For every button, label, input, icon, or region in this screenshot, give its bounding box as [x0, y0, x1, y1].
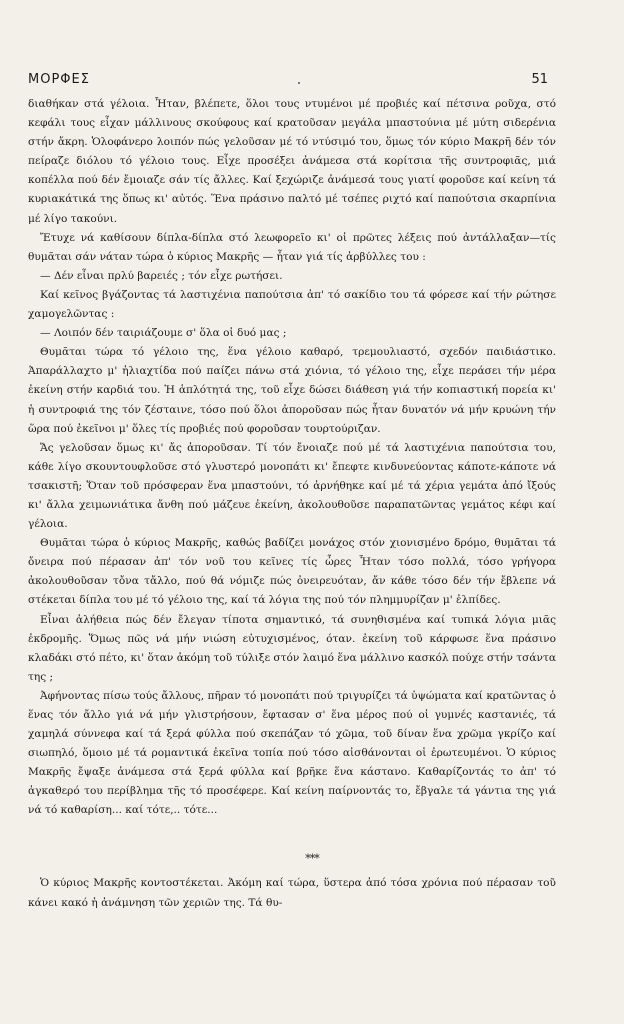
dialogue-line: — Δέν εἶναι πρλύ βαρειές ; τόν εἶχε ρωτήσει.	[40, 269, 283, 282]
paragraph: Ὁ κύριος Μακρῆς κοντοστέκεται. Ἀκόμη καί τώρα, ὕστερα ἀπό τόσα χρόνια πού πέρασαν τοῦ κάνει κακό ἡ ἀνάμνηση τῶν χεριῶν της. Τά θυ-	[28, 877, 556, 909]
paragraph: διαθήκαν στά γέλοια. Ἦταν, βλέπετε, ὅλοι τους ντυμένοι μέ προβιές καί πέτσινα ροῦχα, στό κεφάλι τους εἶχαν μάλλινους σκούφους καί κρατοῦσαν μεγάλα μπαστούνια μέ μύτη σιδερένια στήν ἄκρη. Ὁλοφάνερο λοιπόν πώς γελοῦσαν μέ τό ντύσιμό του, ὅμως τόν κύριο Μακρῆ δέν τόν πείραζε διόλου τό γέλοιο τους. Εἶχε προσέξει ἀνάμεσα στά κορίτσια τῆς συντροφιᾶς, μιά κοπέλλα πού δέν ἔμοιαζε σάν τίς ἄλλες. Καί ξεχώριζε ἀνάμεσά τους γιατί φοροῦσε καί κείνη τά κυριακάτικά της ὅπως κι' αὐτός. Ἕνα πράσινο παλτό μέ τσέπες ριχτό καί παπούτσια σκαρπίνια μέ λίγο τακούνι.	[28, 98, 556, 225]
paragraph: Ἀφήνοντας πίσω τούς ἄλλους, πῆραν τό μονοπάτι πού τριγυρίζει τά ὑψώματα καί κρατῶντας ὁ ἕνας τόν ἄλλο γιά νά μήν γλιστρήσουν, ἔφτασαν σ' ἕνα μέρος πού οἱ γυμνές καστανιές, τά χαμηλά σύννεφα καί τά ξερά φύλλα πού σκεπάζαν τό χῶμα, τοῦ δίναν ἕνα χρῶμα γκρίζο καί σιωπηλό, ὅμοιο μέ τά ρομαντικά ἐκεῖνα τοπία πού τόσο αἰσθάνονται οἱ ἐρωτευμένοι. Ὁ κύριος Μακρῆς ἔψαξε ἀνάμεσα στά ξερά φύλλα καί βρῆκε ἕνα κάστανο. Καθαρίζοντάς το ἀπ' τό ἀγκαθερό του περίβλημα τῆς τό προσέφερε. Καί κείνη παίρνοντάς το, ἔβγαλε τά γάντια της γιά νά τό καθαρίση... καί τότε,.. τότε...	[28, 689, 556, 817]
dialogue-line: — Λοιπόν δέν ταιριάζουμε σ' ὅλα οἱ δυό μας ;	[40, 327, 287, 340]
paragraph: Ἔτυχε νά καθίσουν δίπλα-δίπλα στό λεωφορεῖο κι' οἱ πρῶτες λέξεις πού ἀντάλλαξαν—τίς θυμᾶται σάν νάταν τώρα ὁ κύριος Μακρῆς — ἦταν γιά τίς ἀρβύλλες του :	[28, 231, 556, 263]
page-number: 51	[531, 72, 548, 87]
continued-text	[28, 874, 556, 913]
journal-title: ΜΟΡΦΕΣ	[28, 72, 90, 87]
paragraph: Ἄς γελοῦσαν ὅμως κι' ἄς ἀποροῦσαν. Τί τόν ἔνοιαζε πού μέ τά λαστιχένια παπούτσια του, κάθε λίγο σκουντουφλοῦσε στό γλυστερό μονοπάτι κι' ἔπεφτε κινδυνεύοντας κάποτε-κάποτε νά τσακιστῆ; Ὅταν τοῦ πρόσφεραν ἕνα μπαστούνι, τό ἀρνήθηκε καί μέ τά χέρια γεμάτα ἀπό ἴξούς κι' ἄλλα χειμωνιάτικα ἄνθη πού μάζευε ἐκείνη, ἀκολουθοῦσε παραπατῶντας γεμάτος κέφι καί γέλοια.	[28, 441, 556, 531]
running-header	[28, 72, 548, 87]
body-text	[28, 95, 556, 821]
print-speck	[298, 82, 300, 84]
section-separator: ***	[305, 852, 319, 865]
paragraph: Εἶναι ἀλήθεια πώς δέν ἔλεγαν τίποτα σημαντικό, τά συνηθισμένα καί τυπικά λόγια μιᾶς ἐκδρομῆς. Ὅμως πῶς νά μήν νιώση εὐτυχισμένος, όταν. ἐκείνη τοῦ κάρφωσε ἕνα πράσινο κλαδάκι στό πέτο, κι' ὅταν ἀκόμη τοῦ τύλιξε στόν λαιμό ἕνα μάλλινο κασκόλ πούχε στήν τσάντα της ;	[28, 613, 556, 683]
paragraph: Θυμᾶται τώρα τό γέλοιο της, ἕνα γέλοιο καθαρό, τρεμουλιαστό, σχεδόν παιδιάστικο. Ἀπαράλλαχτο μ' ἡλιαχτίδα πού παίζει πάνω στά χιόνια, τό γέλοιο της, εἶχε περάσει τήν μέρα ἐκείνη στήν καρδιά του. Ἡ ἁπλότητά της, τοῦ εἶχε δώσει διάθεση γιά τήν κοπιαστική πορεία κι' ἡ συντροφιά της τόν ζέσταινε, τόσο πού ὅλοι ἀποροῦσαν πώς ἦταν δυνατόν νά μήν κρυώνη τήν ὥρα πού ἐκεῖνοι μ' ὅλες τίς προβιές πού φοροῦσαν τουρτούριζαν.	[28, 346, 556, 435]
paragraph: Καί κεῖνος βγάζοντας τά λαστιχένια παπούτσια ἀπ' τό σακίδιο του τά φόρεσε καί τήν ρώτησε χαμογελῶντας :	[28, 288, 556, 321]
paragraph: Θυμᾶται τώρα ὁ κύριος Μακρῆς, καθώς βαδίζει μονάχος στόν χιονισμένο δρόμο, θυμᾶται τά ὄνειρα πού πέρασαν ἀπ' τόν νοῦ του κεῖνες τίς ὧρες Ἦταν τόσο πολλά, τόσο γρήγορα ἀκολουθοῦσαν τὄνα τἄλλο, πού θά νόμιζε πώς ὀνειρευόταν, ἄν κάθε τόσο δέν τήν ἔβλεπε νά στέκεται δίπλα του μέ τό γέλοιο της, καί τά λόγια της πού τόν πλημμυρίζαν μ' ἐλπίδες.	[28, 537, 556, 607]
